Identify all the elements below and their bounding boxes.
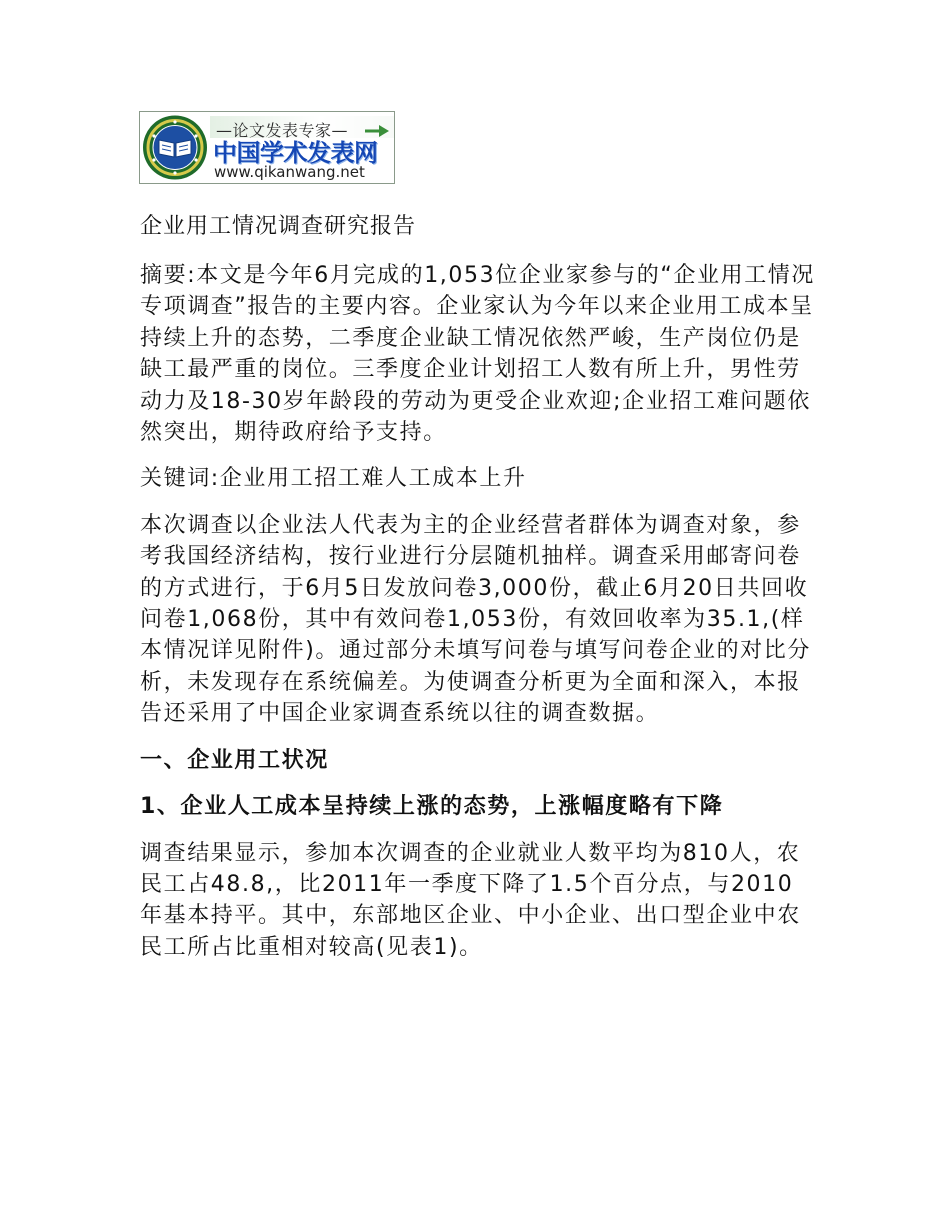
book-emblem-icon xyxy=(142,114,208,181)
abstract-paragraph: 摘要:本文是今年6月完成的1,053位企业家参与的“企业用工情况专项调查”报告的主要内容。企业家认为今年以来企业用工成本呈持续上升的态势，二季度企业缺工情况依然严峻，生产岗位仍是缺工最严重的岗位。三季度企业计划招工人数有所上升，男性劳动力及18-30岁年龄段的劳动为更受企业欢迎;企业招工难问题依然突出，期待政府给予支持。 xyxy=(140,263,815,446)
body-paragraph: 调查结果显示，参加本次调查的企业就业人数平均为810人，农民工占48.8,，比2011年一季度下降了1.5个百分点，与2010年基本持平。其中，东部地区企业、中小企业、出口型企业中农民工所占比重相对较高(见表1)。 xyxy=(140,840,801,960)
keywords-line: 关键词:企业用工招工难人工成本上升 xyxy=(140,466,527,492)
logo-brand: 中国学术发表网 xyxy=(213,139,378,167)
logo-text-area xyxy=(210,112,394,183)
document-body xyxy=(140,208,815,978)
arrow-right-icon xyxy=(364,124,390,138)
subsection-heading: 1、企业人工成本呈持续上涨的态势，上涨幅度略有下降 xyxy=(140,794,724,820)
logo-banner xyxy=(210,116,394,138)
logo-slogan: —论文发表专家— xyxy=(216,121,349,140)
section-heading: 一、企业用工状况 xyxy=(140,747,329,773)
logo-url: www.qikanwang.net xyxy=(214,163,365,181)
document-title: 企业用工情况调查研究报告 xyxy=(140,214,417,239)
intro-paragraph: 本次调查以企业法人代表为主的企业经营者群体为调查对象，参考我国经济结构，按行业进行分层随机抽样。调查采用邮寄问卷的方式进行，于6月5日发放问卷3,000份，截止6月20日共回收问卷1,068份，其中有效问卷1,053份，有效回收率为35.1,(样本情况详见附件)。通过部分未填写问卷与填写问卷企业的对比分析，未发现存在系统偏差。为使调查分析更为全面和深入，本报告还采用了中国企业家调查系统以往的调查数据。 xyxy=(140,512,811,727)
site-logo[interactable] xyxy=(139,111,395,184)
